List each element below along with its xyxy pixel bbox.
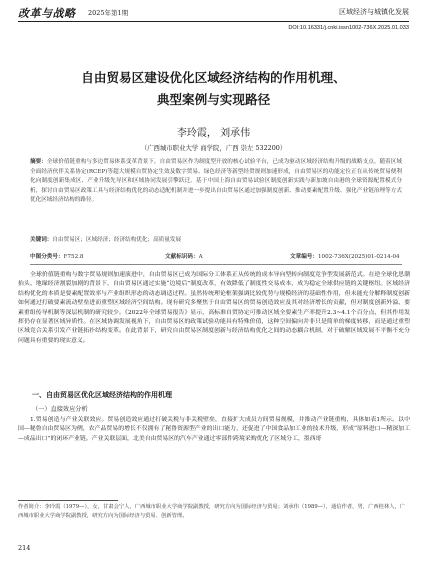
title-line-2: 典型案例与实现路径: [156, 92, 271, 107]
clc-value: F752.8: [63, 254, 84, 260]
article-number-label: 文章编号：: [290, 254, 318, 260]
running-header: [18, 5, 409, 21]
author-names: 李玲霞， 刘承伟: [176, 128, 251, 139]
abstract: [30, 158, 402, 206]
abstract-label: 摘要：: [30, 159, 47, 165]
intro-paragraph: 全球价值链重构与数字贸易规则加速演进中，自由贸易区已成为国际分工体系正从传统的成本导向型转向制度竞争型发展新范式。在逆全球化思潮抬头、地缘经济割裂加剧的背景下，自由贸易区通过实施“边境后”制度改革，有效降低了制度性交易成本，成为稳定全球供应链的关键枢纽。区域经济结构优化的本质是要素配置效率与产业组织形态的动态调适过程。虽然传统理论框架强调比较优势与规模经济的基础性作用，但未能充分解释制度创新如何通过打破要素流动壁垒进而重塑区域经济空间结构。现有研究多聚焦于自由贸易区的贸易创造效应及其对经济增长的贡献，但对制度创新外溢、要素重组传导机制等深层机制的研究较少。《2022年全球贸易报告》显示，高标准自贸协定可推动区域全要素生产率提升2.3~4.1个百分点，但其作用发挥仍存在显著区域异质性。在区域协调发展视角下，自由贸易区的政策试验功能具有特殊价值，这种空间偏向并非只是简单的梯度转移，而是通过重塑区域竞合关系引发产业链拓扑结构变革。在此背景下，研究自由贸易区制度创新与经济结构优化之间的动态耦合机制，对于破解区域发展不平衡不充分问题具有重要的现实意义。: [18, 272, 410, 344]
issue-label: 2025年第1期: [88, 9, 129, 17]
abstract-divider: [30, 264, 402, 265]
document-code: [165, 252, 203, 260]
subsection-heading-1: （一）直接效应分析: [32, 406, 88, 413]
keywords-text: 自由贸易区；区域经济；经济结构优化；高质量发展: [52, 237, 182, 243]
column-name: 区域经济与城镇化发展: [339, 8, 409, 16]
section-heading-1: 一、自由贸易区优化区域经济结构的作用机理: [32, 391, 172, 399]
page-number: 214: [18, 544, 31, 552]
doi-label: DOI:10.16331/j.cnki.issn1002-736X.2025.01.033: [288, 25, 409, 31]
article-number: [290, 252, 400, 260]
doc-code-label: 文献标识码：: [165, 254, 199, 260]
abstract-text: 全球价值链重构与多边贸易体系变革背景下，自由贸易区作为制度型开放的核心试验平台，已成为驱动区域经济结构升级的战略支点。随着区域全面经济伙伴关系协定(RCEP)等超大规模自贸协定生效及数字贸易、绿色经济等新型经贸规则加速形成，自由贸易区的功能定位正在从传统贸易便利化向制度创新集成区、产业升级先导区和区域协同发展引擎跃迁。基于中国上海自由贸易试验区制度创新实践与新加坡自由港的全球资源配置模式分析，探讨自由贸易区政策工具与经济结构优化的动态适配机制并进一步提出自由贸易区通过加强制度创新、推动要素配置升级、强化产业链治理等方式优化区域经济结构的路径。: [30, 159, 402, 203]
author-affiliation: （广西城市职业大学 商学院，广西 崇左 532200）: [140, 144, 287, 152]
keywords-label: 关键词：: [30, 237, 53, 243]
article-number-value: 1002-736X(2025)01-0214-04: [317, 254, 400, 260]
clc-label: 中图分类号：: [30, 254, 64, 260]
journal-logo: 改革与战略: [18, 7, 76, 20]
body-paragraph-1: 1.贸易创造与产业关联效应。贸易创造效应通过打破关税与非关税壁垒，直接扩大成员方间贸易规模，并推动产业链重构，具体如表1所示。以中国—秘鲁自由贸易区为例，农产品贸易的增长不仅拥有了秘鲁资源型产业的出口能力，还促进了中国食品加工业的技术升级，形成“原料进口—精深加工—成品出口”的闭环产业链。产业关联层面，北美自由贸易区的汽车产业通过零部件跨境采购优化了区域分工，墨西哥: [18, 417, 410, 442]
keywords: [30, 235, 402, 243]
title-line-1: 自由贸易区建设优化区域经济结构的作用机理、: [81, 70, 346, 85]
header-rule: [18, 21, 409, 22]
author-footnote: 作者简介：李玲霞（1979—），女，甘肃会宁人，广西城市职业大学商学院副教授，研究方向为国际经济与贸易；刘承伟（1989—），通信作者，男，广西桂林人，广西城市职业大学商学院副教授，研究方向为国际经济与贸易、创新管理。: [18, 504, 406, 520]
footnote-rule: [18, 500, 118, 501]
doc-code-value: A: [198, 254, 203, 260]
clc-number: [30, 252, 83, 260]
